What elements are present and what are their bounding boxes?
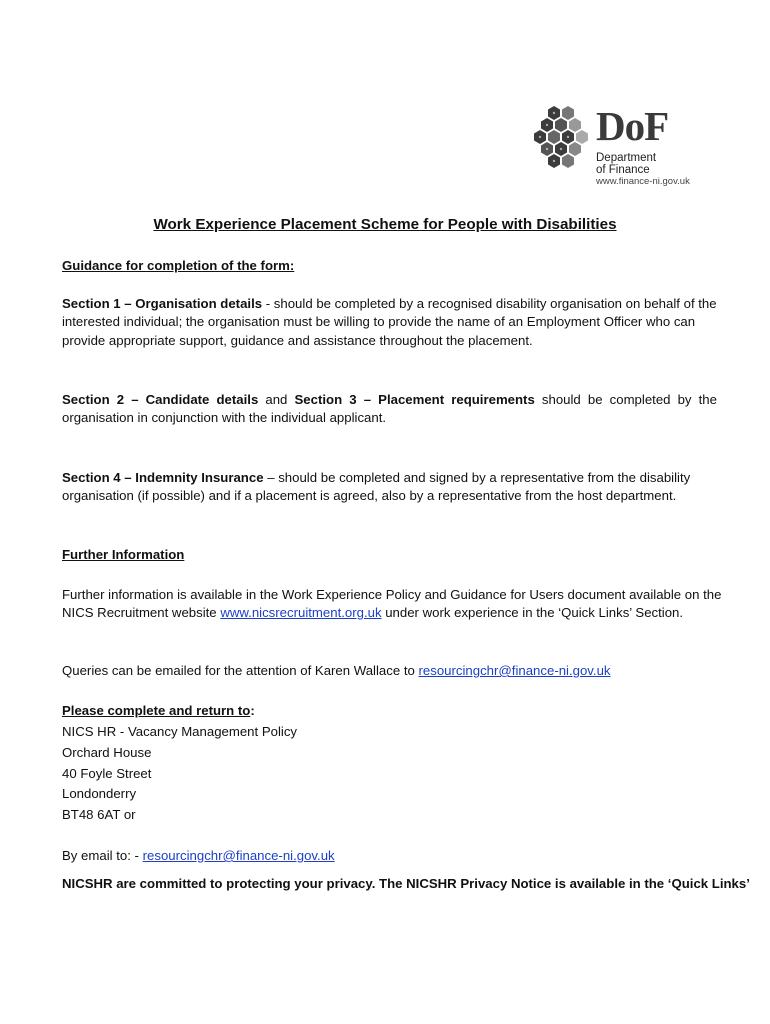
- logo-name-line2: of Finance: [596, 164, 650, 176]
- logo-department-name: [596, 152, 656, 176]
- email-line: [62, 847, 717, 865]
- hexagon-cluster-icon: [528, 104, 592, 168]
- return-heading-colon: :: [250, 703, 255, 718]
- section2-label: Section 2 – Candidate details: [62, 392, 259, 407]
- section1-label: Section 1 – Organisation details: [62, 296, 263, 311]
- section4-paragraph: [62, 469, 717, 506]
- queries-paragraph: [62, 662, 742, 680]
- address-line: 40 Foyle Street: [62, 765, 152, 781]
- address-line: Londonderry: [62, 786, 137, 802]
- address-line: BT48 6AT or: [62, 807, 136, 823]
- return-address: [62, 722, 717, 826]
- section4-text: – should be completed and signed by a representative from the disability organisation (if possible) and if a placement is agreed, also by a representative from the host department.: [62, 470, 691, 504]
- return-heading: [62, 702, 717, 720]
- further-info-heading: Further Information: [62, 547, 185, 562]
- email-line-text: By email to: -: [62, 848, 143, 863]
- logo-url: www.finance-ni.gov.uk: [596, 176, 690, 187]
- nics-recruitment-link[interactable]: www.nicsrecruitment.org.uk: [220, 605, 382, 621]
- address-line: Orchard House: [62, 744, 152, 760]
- further-info-text: Further information is available in the Work Experience Policy and Guidance for Users document available on the NICS Recruitment website: [62, 587, 722, 621]
- further-info-paragraph: [62, 586, 742, 623]
- further-info-text-after: under work experience in the ‘Quick Links’ Section.: [381, 605, 684, 621]
- return-email-link[interactable]: resourcingchr@finance-ni.gov.uk: [142, 848, 335, 863]
- section1-paragraph: [62, 295, 717, 350]
- privacy-notice: NICSHR are committed to protecting your privacy. The NICSHR Privacy Notice is available in the ‘Quick Links’: [62, 876, 750, 891]
- logo-abbreviation: DoF: [596, 103, 669, 149]
- section23-text: should be completed by the organisation in conjunction with the individual applicant.: [62, 392, 717, 426]
- guidance-heading: Guidance for completion of the form:: [62, 258, 295, 273]
- address-line: NICS HR - Vacancy Management Policy: [62, 724, 298, 739]
- logo-name-line1: Department: [596, 152, 657, 164]
- queries-text: Queries can be emailed for the attention of Karen Wallace to: [62, 663, 419, 678]
- section3-label: Section 3 – Placement requirements: [294, 392, 535, 407]
- section1-text: - should be completed by a recognised disability organisation on behalf of the interested individual; the organisation must be willing to provide the name of an Employment Officer who can provide appropriate support, guidance and assistance throughout the placement.: [62, 296, 717, 348]
- queries-email-link[interactable]: resourcingchr@finance-ni.gov.uk: [418, 663, 611, 678]
- section23-paragraph: [62, 391, 717, 428]
- section4-label: Section 4 – Indemnity Insurance: [62, 470, 264, 485]
- section23-joiner: and: [258, 392, 295, 407]
- return-heading-text: Please complete and return to: [62, 703, 251, 718]
- dof-logo: [528, 104, 698, 190]
- document-title: Work Experience Placement Scheme for People with Disabilities: [153, 216, 617, 233]
